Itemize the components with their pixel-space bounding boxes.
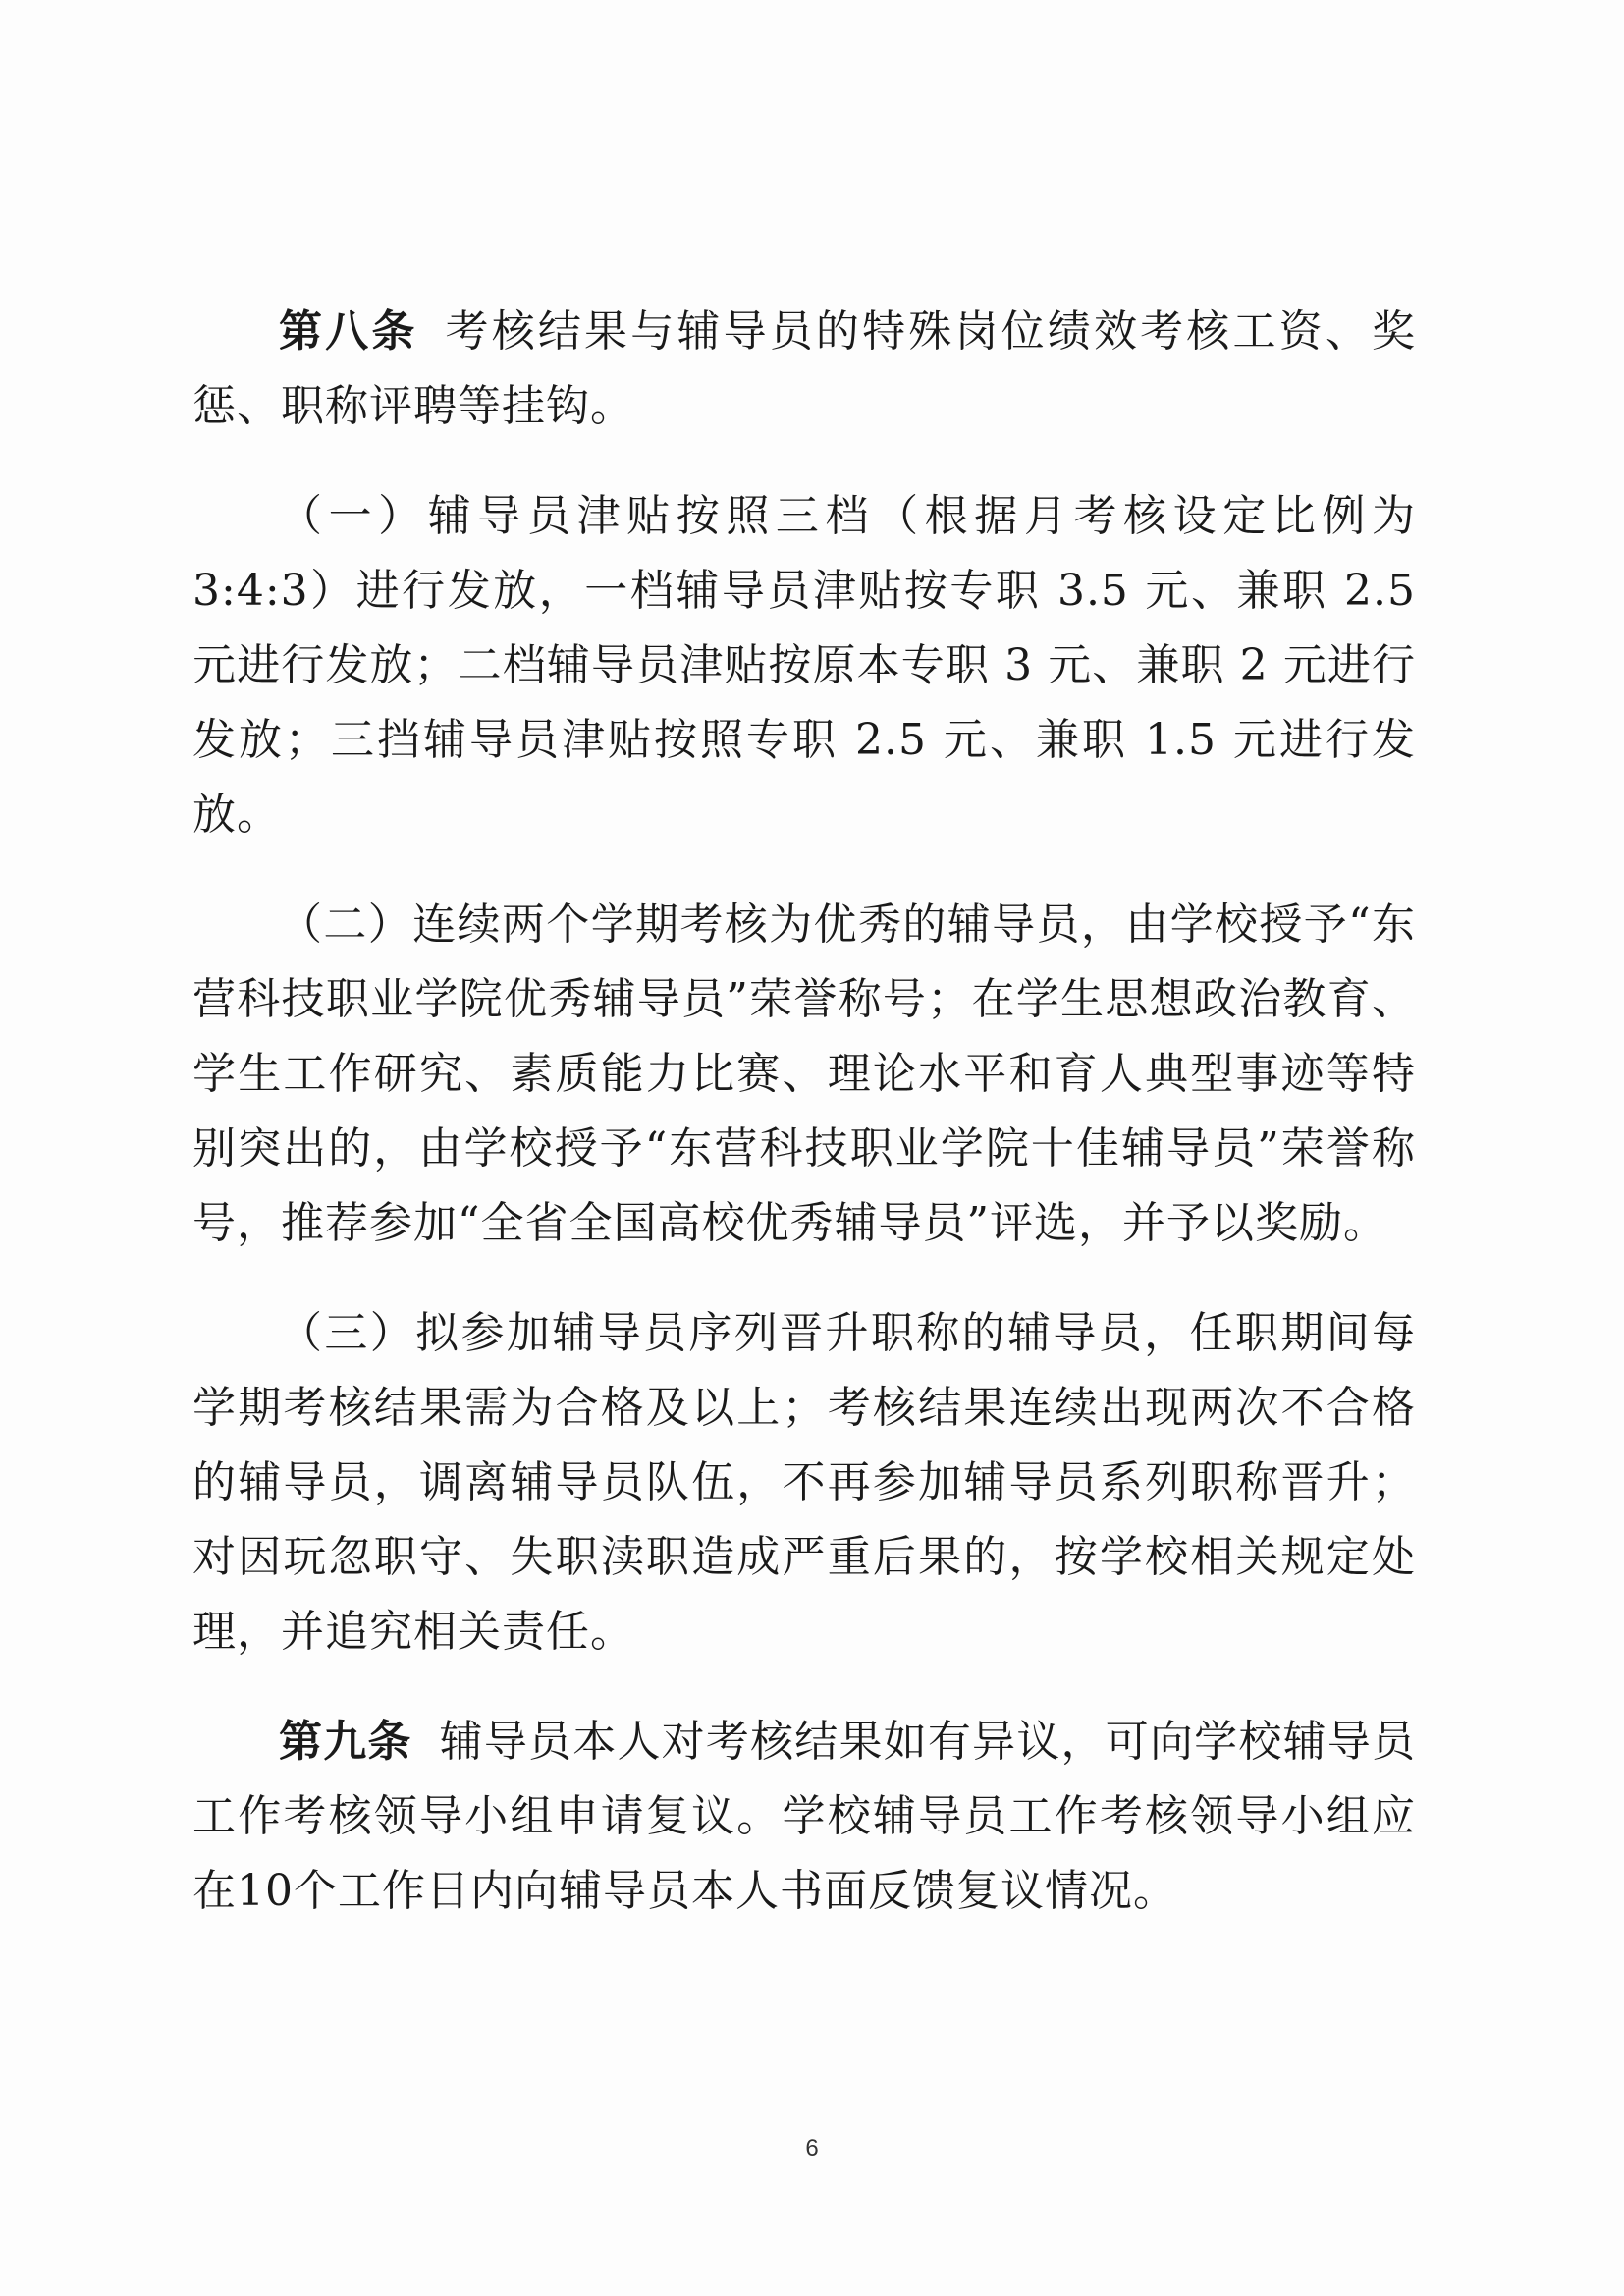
clause-1-paragraph: （一）辅导员津贴按照三档（根据月考核设定比例为 3:4:3）进行发放，一档辅导员津贴按专职 3.5 元、兼职 2.5 元进行发放；二档辅导员津贴按原本专职 3 元、兼职 2 元进行发放；三挡辅导员津贴按照专职 2.5 元、兼职 1.5 元进行发放。 [192, 491, 1416, 840]
clause-3-paragraph: （三）拟参加辅导员序列晋升职称的辅导员，任职期间每学期考核结果需为合格及以上；考核结果连续出现两次不合格的辅导员，调离辅导员队伍，不再参加辅导员系列职称晋升；对因玩忽职守、失职渎职造成严重后果的，按学校相关规定处理，并追究相关责任。 [192, 1308, 1416, 1657]
article-8-heading: 第八条 [279, 306, 418, 356]
document-body [192, 295, 1416, 1964]
article-9-heading: 第九条 [279, 1717, 412, 1767]
page-number: 6 [805, 2135, 819, 2161]
article-8-text: 考核结果与辅导员的特殊岗位绩效考核工资、奖惩、职称评聘等挂钩。 [192, 306, 1417, 431]
article-9-paragraph [192, 1705, 1416, 1929]
article-9-text: 辅导员本人对考核结果如有异议，可向学校辅导员工作考核领导小组申请复议。学校辅导员工作考核领导小组应在10个工作日内向辅导员本人书面反馈复议情况。 [192, 1717, 1416, 1916]
article-8-paragraph [192, 295, 1416, 444]
clause-2-paragraph: （二）连续两个学期考核为优秀的辅导员，由学校授予“东营科技职业学院优秀辅导员”荣誉称号；在学生思想政治教育、学生工作研究、素质能力比赛、理论水平和育人典型事迹等特别突出的，由学校授予“东营科技职业学院十佳辅导员”荣誉称号，推荐参加“全省全国高校优秀辅导员”评选，并予以奖励。 [192, 900, 1416, 1248]
